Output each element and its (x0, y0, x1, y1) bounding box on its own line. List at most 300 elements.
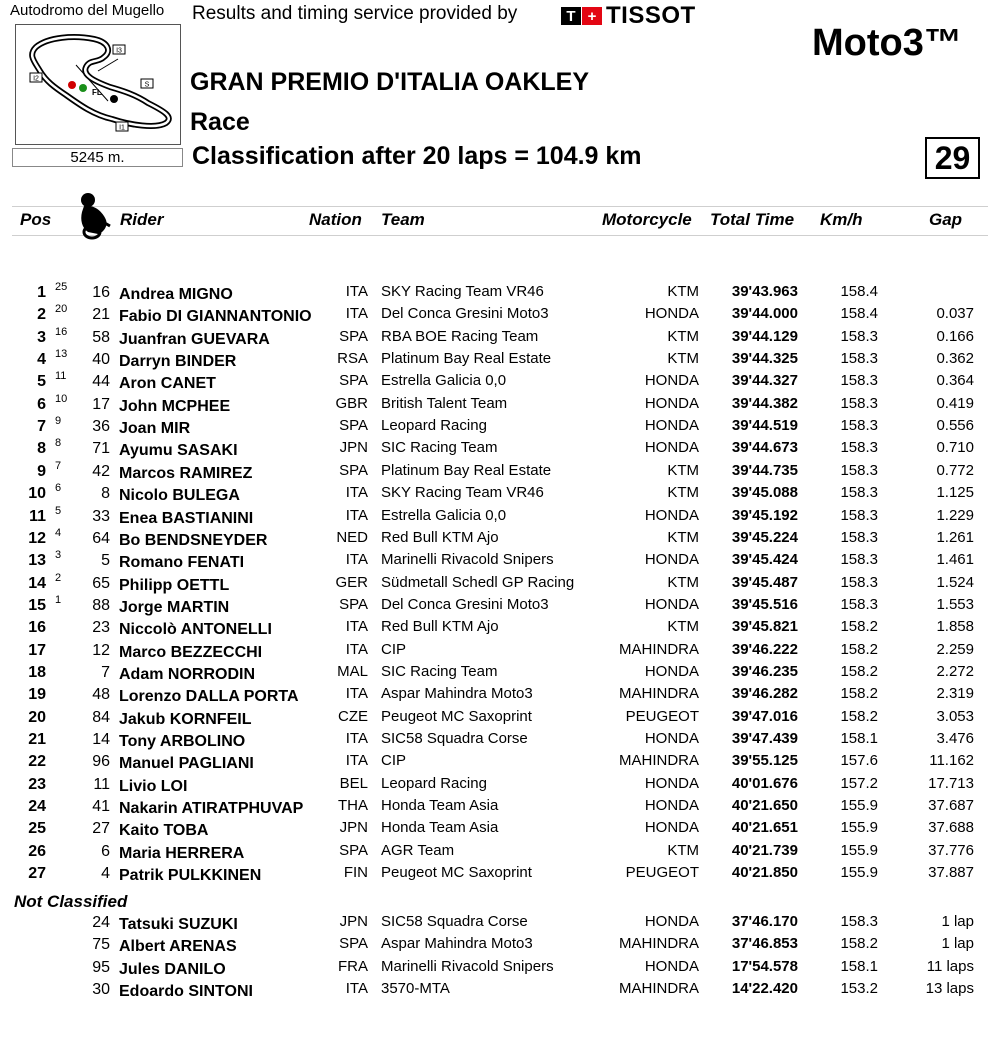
total-time-cell: 39'45.487 (731, 573, 798, 591)
team-cell: Estrella Galicia 0,0 (381, 372, 507, 390)
grid-position-cell: 25 (55, 281, 68, 293)
rider-number-cell: 30 (92, 980, 110, 998)
nation-cell: JPN (339, 819, 368, 837)
rider-name-cell: Adam NORRODIN (119, 665, 256, 683)
rider-number-cell: 41 (92, 798, 110, 816)
speed-cell: 158.2 (840, 662, 878, 680)
speed-cell: 158.3 (840, 484, 878, 502)
rider-name-cell: Juanfran GUEVARA (119, 330, 270, 348)
table-row (0, 707, 1000, 729)
motorcycle-rider-icon (76, 192, 114, 245)
speed-cell: 158.3 (840, 573, 878, 591)
team-cell: SIC Racing Team (381, 439, 498, 457)
gap-cell: 0.556 (936, 417, 974, 435)
motorcycle-cell: KTM (667, 528, 699, 546)
position-cell: 2 (37, 306, 46, 324)
gap-cell: 1.524 (936, 573, 974, 591)
gap-cell: 0.772 (936, 461, 974, 479)
motorcycle-cell: HONDA (644, 957, 699, 975)
svg-text:S: S (144, 81, 150, 89)
position-cell: 4 (37, 351, 46, 369)
nation-cell: ITA (345, 618, 368, 636)
gap-cell: 11.162 (929, 752, 974, 770)
col-header-pos: Pos (20, 210, 52, 229)
total-time-cell: 40'21.850 (731, 864, 798, 882)
team-cell: Del Conca Gresini Moto3 (381, 305, 549, 323)
rider-name-cell: Aron CANET (119, 375, 216, 393)
rider-name-cell: Marcos RAMIREZ (119, 464, 253, 482)
total-time-cell: 39'44.735 (731, 461, 798, 479)
speed-cell: 158.4 (840, 283, 878, 300)
rider-name-cell: Manuel PAGLIANI (119, 755, 254, 773)
col-header-kmh: Km/h (820, 210, 863, 229)
rider-number-cell: 84 (92, 708, 110, 726)
total-time-cell: 40'21.739 (731, 841, 798, 859)
rider-name-cell: Darryn BINDER (119, 353, 237, 371)
grid-position-cell: 3 (55, 549, 62, 562)
gap-cell: 3.476 (936, 730, 974, 747)
rider-name-cell: Bo BENDSNEYDER (119, 531, 268, 549)
speed-cell: 158.3 (840, 551, 878, 569)
gap-cell: 1.229 (936, 506, 974, 524)
motorcycle-cell: HONDA (644, 372, 699, 390)
tissot-wordmark: TISSOT (606, 2, 696, 29)
table-row (0, 349, 1000, 371)
position-cell: 17 (28, 641, 46, 659)
total-time-cell: 39'44.327 (731, 372, 798, 390)
speed-cell: 158.3 (840, 417, 878, 435)
nation-cell: THA (338, 797, 368, 815)
gap-cell: 3.053 (936, 707, 974, 725)
col-header-gap: Gap (929, 210, 963, 229)
rider-name-cell: Tony ARBOLINO (119, 733, 246, 750)
speed-cell: 158.3 (840, 394, 878, 412)
team-cell: Red Bull KTM Ajo (381, 618, 499, 636)
gap-cell: 0.166 (936, 327, 974, 345)
gap-cell: 11 laps (926, 957, 974, 975)
gap-cell: 1 lap (941, 913, 974, 930)
rider-number-cell: 65 (92, 574, 110, 592)
rider-name-cell: Kaito TOBA (119, 822, 209, 840)
total-time-cell: 39'45.821 (731, 618, 798, 636)
team-cell: Estrella Galicia 0,0 (381, 506, 507, 524)
nation-cell: ITA (345, 752, 368, 770)
nation-cell: ITA (345, 484, 368, 502)
rider-number-cell: 7 (101, 663, 110, 681)
total-time-cell: 39'45.516 (731, 595, 798, 613)
total-time-cell: 39'45.088 (731, 484, 798, 502)
rider-number-cell: 42 (92, 462, 110, 480)
rider-name-cell: Nakarin ATIRATPHUVAP (119, 800, 304, 818)
total-time-cell: 39'44.325 (731, 350, 798, 368)
nation-cell: CZE (338, 707, 368, 725)
rider-number-cell: 40 (92, 351, 110, 369)
speed-cell: 158.2 (840, 685, 878, 703)
speed-cell: 158.1 (840, 957, 878, 975)
rider-name-cell: Enea BASTIANINI (119, 509, 254, 527)
gap-cell: 0.362 (936, 350, 974, 368)
speed-cell: 158.3 (840, 913, 878, 930)
total-time-cell: 39'44.382 (731, 394, 798, 412)
speed-cell: 157.6 (840, 752, 878, 770)
nation-cell: ITA (345, 685, 368, 703)
gap-cell: 1.858 (936, 618, 974, 636)
total-time-cell: 37'46.853 (731, 935, 798, 953)
table-row (0, 461, 1000, 483)
table-row (0, 979, 1000, 1001)
total-time-cell: 39'46.222 (731, 640, 798, 658)
speed-cell: 158.3 (840, 372, 878, 390)
rider-name-cell: Ayumu SASAKI (119, 442, 238, 460)
rider-number-cell: 95 (92, 958, 110, 976)
total-time-cell: 39'45.424 (731, 551, 798, 569)
motorcycle-cell: PEUGEOT (625, 864, 699, 882)
track-map (15, 24, 181, 145)
track-map-drawing (16, 25, 180, 144)
total-time-cell: 39'44.673 (731, 439, 798, 457)
rider-name-cell: Romano FENATI (119, 554, 245, 572)
team-cell: CIP (381, 752, 407, 770)
gap-cell: 0.710 (936, 439, 974, 457)
rider-number-cell: 64 (92, 529, 110, 547)
rider-name-cell: Albert ARENAS (119, 938, 237, 956)
nation-cell: ITA (345, 506, 368, 524)
motorcycle-cell: HONDA (644, 595, 699, 613)
grid-position-cell: 9 (55, 415, 62, 428)
rider-number-cell: 24 (92, 914, 110, 931)
gap-cell: 2.319 (936, 685, 974, 703)
motorcycle-cell: MAHINDRA (618, 685, 699, 703)
gap-cell: 2.259 (936, 640, 974, 658)
speed-cell: 158.3 (840, 350, 878, 368)
speed-cell: 155.9 (840, 841, 878, 859)
grid-position-cell: 4 (55, 526, 62, 539)
motorcycle-cell: MAHINDRA (618, 935, 699, 953)
position-cell: 1 (37, 284, 46, 301)
gap-cell: 37.776 (928, 841, 974, 859)
motorcycle-cell: HONDA (644, 305, 699, 323)
speed-cell: 158.3 (840, 595, 878, 613)
rider-name-cell: Maria HERRERA (119, 844, 245, 862)
table-row (0, 934, 1000, 956)
position-cell: 7 (37, 418, 46, 436)
rider-number-cell: 5 (101, 552, 110, 570)
position-cell: 8 (37, 440, 46, 458)
rider-name-cell: Andrea MIGNO (119, 286, 233, 303)
team-cell: 3570-MTA (381, 979, 450, 997)
rider-name-cell: Jorge MARTIN (119, 598, 230, 616)
gap-cell: 37.887 (928, 864, 974, 882)
track-length: 5245 m. (12, 148, 183, 167)
rider-name-cell: Jakub KORNFEIL (119, 710, 252, 728)
rider-number-cell: 4 (101, 865, 110, 883)
speed-cell: 158.3 (840, 439, 878, 457)
team-cell: Peugeot MC Saxoprint (381, 864, 532, 882)
position-cell: 22 (28, 753, 46, 771)
gap-cell: 1 lap (941, 935, 974, 953)
motorcycle-cell: HONDA (644, 417, 699, 435)
nation-cell: BEL (339, 774, 368, 792)
motorcycle-cell: HONDA (644, 394, 699, 412)
speed-cell: 155.9 (840, 864, 878, 882)
rider-name-cell: Livio LOI (119, 777, 188, 795)
team-cell: Platinum Bay Real Estate (381, 350, 552, 368)
rider-number-cell: 48 (92, 686, 110, 704)
total-time-cell: 39'55.125 (731, 752, 798, 770)
position-cell: 19 (28, 686, 46, 704)
svg-text:FL: FL (92, 88, 102, 97)
team-cell: SIC58 Squadra Corse (381, 730, 528, 747)
table-row (0, 371, 1000, 393)
total-time-cell: 39'44.000 (731, 305, 798, 323)
table-row (0, 438, 1000, 460)
table-row (0, 573, 1000, 595)
position-cell: 13 (28, 552, 46, 570)
speed-cell: 158.2 (840, 640, 878, 658)
team-cell: SKY Racing Team VR46 (381, 484, 544, 502)
motorcycle-cell: KTM (667, 841, 699, 859)
gap-cell: 37.687 (928, 797, 974, 815)
table-row (0, 912, 1000, 934)
grid-position-cell: 1 (55, 593, 62, 606)
rider-name-cell: Patrik PULKKINEN (119, 867, 262, 885)
nation-cell: RSA (337, 350, 368, 368)
nation-cell: NED (336, 528, 368, 546)
grid-position-cell: 6 (55, 482, 62, 495)
rider-name-cell: Philipp OETTL (119, 576, 230, 594)
col-header-total-time: Total Time (710, 210, 795, 229)
position-cell: 20 (28, 708, 46, 726)
gap-cell: 13 laps (925, 979, 974, 997)
team-cell: Aspar Mahindra Moto3 (381, 685, 533, 703)
team-cell: SIC58 Squadra Corse (381, 913, 528, 930)
motorcycle-cell: HONDA (644, 730, 699, 747)
nation-cell: SPA (339, 595, 368, 613)
motorcycle-cell: KTM (667, 618, 699, 636)
rider-number-cell: 33 (92, 507, 110, 525)
total-time-cell: 39'44.129 (731, 327, 798, 345)
position-cell: 6 (37, 395, 46, 413)
gap-cell: 0.037 (936, 305, 974, 323)
nation-cell: ITA (345, 551, 368, 569)
table-row (0, 282, 1000, 304)
grid-position-cell: 16 (55, 325, 68, 338)
speed-cell: 153.2 (840, 979, 878, 997)
nation-cell: ITA (345, 640, 368, 658)
position-cell: 25 (28, 820, 46, 838)
gap-cell: 1.461 (936, 551, 974, 569)
motorcycle-cell: KTM (667, 461, 699, 479)
position-cell: 14 (28, 574, 46, 592)
motorcycle-cell: KTM (667, 350, 699, 368)
position-cell: 10 (28, 485, 46, 503)
grid-position-cell: 11 (55, 370, 67, 383)
total-time-cell: 40'21.651 (731, 819, 798, 837)
rider-number-cell: 8 (101, 485, 110, 503)
gap-cell: 1.261 (936, 528, 974, 546)
position-cell: 5 (37, 373, 46, 391)
total-time-cell: 39'46.282 (731, 685, 798, 703)
grid-position-cell: 7 (55, 459, 62, 472)
speed-cell: 158.2 (840, 707, 878, 725)
nation-cell: SPA (339, 935, 368, 953)
nation-cell: JPN (339, 439, 368, 457)
svg-text:I3: I3 (116, 47, 122, 55)
table-row (0, 416, 1000, 438)
speed-cell: 155.9 (840, 819, 878, 837)
event-title: GRAN PREMIO D'ITALIA OAKLEY (190, 68, 589, 96)
motorcycle-cell: PEUGEOT (625, 707, 699, 725)
total-time-cell: 37'46.170 (731, 913, 798, 930)
team-cell: SKY Racing Team VR46 (381, 283, 544, 300)
svg-text:I2: I2 (33, 75, 39, 83)
team-cell: Honda Team Asia (381, 797, 499, 815)
rider-number-cell: 6 (101, 842, 110, 860)
total-time-cell: 17'54.578 (731, 957, 798, 975)
speed-cell: 158.2 (840, 935, 878, 953)
rider-name-cell: Edoardo SINTONI (119, 982, 253, 1000)
table-row (0, 550, 1000, 572)
table-row (0, 327, 1000, 349)
rider-number-cell: 88 (92, 596, 110, 614)
nation-cell: FRA (338, 957, 368, 975)
table-row (0, 662, 1000, 684)
total-time-cell: 14'22.420 (731, 979, 798, 997)
session-name: Race (190, 108, 250, 136)
nation-cell: ITA (345, 305, 368, 323)
team-cell: Aspar Mahindra Moto3 (381, 935, 533, 953)
table-row (0, 483, 1000, 505)
nation-cell: SPA (339, 417, 368, 435)
nation-cell: ITA (345, 283, 368, 300)
table-row (0, 684, 1000, 706)
total-time-cell: 40'21.650 (731, 797, 798, 815)
table-row (0, 796, 1000, 818)
team-cell: Südmetall Schedl GP Racing (381, 573, 575, 591)
rider-number-cell: 71 (92, 440, 110, 458)
table-row (0, 528, 1000, 550)
team-cell: Leopard Racing (381, 417, 487, 435)
speed-cell: 158.3 (840, 461, 878, 479)
nation-cell: SPA (339, 372, 368, 390)
grid-position-cell: 10 (55, 392, 68, 405)
rider-number-cell: 27 (92, 820, 110, 838)
position-cell: 23 (28, 775, 46, 793)
rider-name-cell: Nicolo BULEGA (119, 487, 240, 505)
motorcycle-cell: HONDA (644, 797, 699, 815)
svg-text:I1: I1 (119, 124, 125, 132)
position-cell: 21 (28, 731, 46, 748)
motorcycle-cell: HONDA (644, 913, 699, 930)
rider-number-cell: 16 (92, 284, 110, 301)
col-header-motorcycle: Motorcycle (602, 210, 692, 229)
position-cell: 18 (28, 663, 46, 681)
position-cell: 27 (28, 865, 46, 883)
team-cell: SIC Racing Team (381, 662, 498, 680)
swiss-cross-icon: + (582, 7, 602, 25)
motorcycle-cell: HONDA (644, 819, 699, 837)
rider-number-cell: 12 (92, 641, 110, 659)
table-row (0, 506, 1000, 528)
total-time-cell: 39'43.963 (731, 283, 798, 300)
classification-summary: Classification after 20 laps = 104.9 km (192, 142, 642, 170)
col-header-rider: Rider (120, 210, 164, 229)
rider-number-cell: 17 (92, 395, 110, 413)
team-cell: AGR Team (381, 841, 455, 859)
speed-cell: 158.2 (840, 618, 878, 636)
gap-cell: 0.419 (936, 394, 974, 412)
position-cell: 9 (37, 462, 46, 480)
table-row (0, 394, 1000, 416)
nation-cell: GER (335, 573, 368, 591)
gap-cell: 1.125 (936, 484, 974, 502)
nation-cell: ITA (345, 730, 368, 747)
rider-number-cell: 44 (92, 373, 110, 391)
rider-name-cell: Tatsuki SUZUKI (119, 916, 238, 933)
motorcycle-cell: HONDA (644, 551, 699, 569)
speed-cell: 158.4 (840, 305, 878, 323)
team-cell: Marinelli Rivacold Snipers (381, 957, 554, 975)
nation-cell: SPA (339, 461, 368, 479)
team-cell: Red Bull KTM Ajo (381, 528, 499, 546)
table-row (0, 595, 1000, 617)
table-row (0, 818, 1000, 840)
grid-position-cell: 13 (55, 348, 68, 361)
rider-name-cell: Niccolò ANTONELLI (119, 621, 272, 639)
nation-cell: SPA (339, 327, 368, 345)
nation-cell: ITA (345, 979, 368, 997)
position-cell: 11 (29, 507, 46, 525)
motorcycle-cell: KTM (667, 573, 699, 591)
rider-number-cell: 58 (92, 328, 110, 346)
motorcycle-cell: KTM (667, 484, 699, 502)
position-cell: 16 (28, 619, 46, 637)
table-row (0, 774, 1000, 796)
not-classified-label: Not Classified (14, 892, 128, 911)
rider-number-cell: 36 (92, 418, 110, 436)
grid-position-cell: 2 (55, 571, 62, 584)
total-time-cell: 39'45.192 (731, 506, 798, 524)
nation-cell: FIN (343, 864, 368, 882)
position-cell: 12 (28, 529, 46, 547)
team-cell: Honda Team Asia (381, 819, 499, 837)
team-cell: CIP (381, 640, 407, 658)
table-row (0, 304, 1000, 326)
motorcycle-cell: HONDA (644, 662, 699, 680)
motorcycle-cell: KTM (667, 283, 699, 300)
rider-number-cell: 96 (92, 753, 110, 771)
speed-cell: 155.9 (840, 797, 878, 815)
motorcycle-cell: MAHINDRA (618, 640, 699, 658)
rider-name-cell: Joan MIR (119, 420, 191, 438)
tissot-logo (561, 2, 696, 29)
table-row (0, 640, 1000, 662)
team-cell: British Talent Team (381, 394, 508, 412)
speed-cell: 158.3 (840, 506, 878, 524)
total-time-cell: 39'44.519 (731, 417, 798, 435)
motorcycle-cell: HONDA (644, 774, 699, 792)
team-cell: Platinum Bay Real Estate (381, 461, 552, 479)
total-time-cell: 40'01.676 (731, 774, 798, 792)
grid-position-cell: 20 (55, 303, 68, 316)
motorcycle-cell: MAHINDRA (618, 752, 699, 770)
team-cell: Del Conca Gresini Moto3 (381, 595, 549, 613)
nation-cell: GBR (335, 394, 368, 412)
speed-cell: 158.3 (840, 327, 878, 345)
rider-number-cell: 14 (92, 731, 110, 748)
timing-provider-text: Results and timing service provided by (192, 3, 518, 24)
gap-cell: 0.364 (936, 372, 974, 390)
